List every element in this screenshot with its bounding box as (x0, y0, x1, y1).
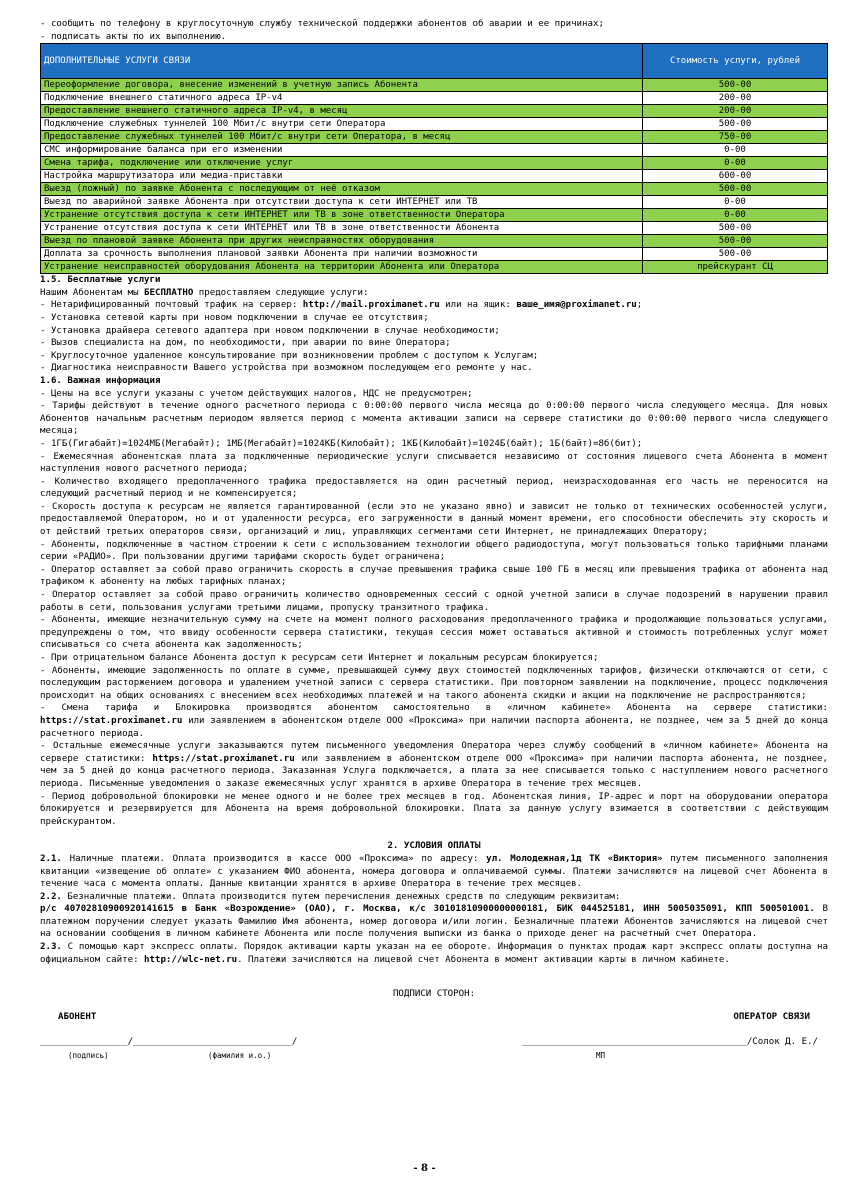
stat-link[interactable]: https://stat.proximanet.ru (40, 715, 183, 726)
info-item: - Абоненты, имеющие незначительную сумму на счете на момент полного расходования предоплаченного трафика и продолжающие пользоваться услугами, предупреждены о том, что ввиду особенности сервера статистики, текущая сессия может оставаться активной и стоимость потребленных услуг может списываться со счета абонента как задолженность; (40, 615, 828, 651)
intro-line: - подписать акты по их выполнению. (40, 31, 227, 42)
info-item: - Абоненты, подключенные в частном строении к сети с использованием технологии общего радиодоступа, могут пользоваться только тарифными планами серии «РАДИО». При пользовании другими тарифами скорость будет ограничена; (40, 539, 828, 563)
stamp-caption: МП (596, 1050, 606, 1060)
document-page (40, 18, 828, 1064)
info-item: - При отрицательном балансе Абонента доступ к ресурсам сети Интернет и локальным ресурсам блокируется; (40, 653, 599, 663)
service-name-cell: Выезд (ложный) по заявке Абонента с последующим от неё отказом (41, 183, 643, 196)
section-2-title: 2. УСЛОВИЯ ОПЛАТЫ (387, 841, 481, 852)
name-caption: (фамилия и.о.) (208, 1050, 272, 1060)
signature-labels (40, 1011, 828, 1025)
service-name-cell: Устранение отсутствия доступа к сети ИНТЕРНЕТ или ТВ в зоне ответственности Абонента (41, 222, 643, 235)
info-item: - Цены на все услуги указаны с учетом действующих налогов, НДС не предусмотрен; (40, 388, 473, 399)
service-price-cell: 500-00 (643, 183, 828, 196)
service-price-cell: 0-00 (643, 157, 828, 170)
table-row (41, 131, 828, 144)
info-item: - Ежемесячная абонентская плата за подключенные периодические услуги списывается независимо от состояния лицевого счета Абонента в момент наступления нового расчетного периода; (40, 451, 828, 475)
service-name-cell: Смена тарифа, подключение или отключение услуг (41, 157, 643, 170)
free-list-item: - Установка сетевой карты при новом подключении в случае ее отсутствия; (40, 312, 429, 323)
service-name-cell: Настройка маршрутизатора или медиа-приставки (41, 170, 643, 183)
payment-requisites: р/с 40702810900920141615 в Банк «Возрождение» (ОАО), г. Москва, к/с 30101810900000000181, БИК 044525181, ИНН 5005035091, КПП 500501001. В платежном поручении следует указать Фамилию Имя абонента, номер договора и/или логин. Безналичные платежи Абонентов зачисляются на лицевой счет на основании сообщения в личном кабинете Абонента или после получения выписки из банка о приходе денег на расчетный счет Оператора. (40, 904, 828, 940)
section-1-6-title: 1.6. Важная информация (40, 375, 161, 386)
free-list-item: - Вызов специалиста на дом, по необходимости, при аварии по вине Оператора; (40, 338, 451, 349)
info-item: - Тарифы действуют в течение одного расчетного периода с 0:00:00 первого числа месяца до 0:00:00 первого числа следующего месяца. Для новых Абонентов начальным расчетным периодом является период с момента активации записи на сервере статистики до 0:00:00 первого числа следующего месяца; (40, 401, 828, 437)
intro-line: - сообщить по телефону в круглосуточную службу технической поддержки абонентов об аварии и ее причинах; (40, 19, 604, 29)
signatures-title: ПОДПИСИ СТОРОН: (392, 989, 476, 1000)
info-item: - Оператор оставляет за собой право ограничить скорость в случае превышения трафика свыше 100 ГБ в месяц или превышения трафика от абонента над трафиком к абоненту на любых тарифных планах; (40, 564, 828, 588)
table-row (41, 105, 828, 118)
service-name-cell: Устранение отсутствия доступа к сети ИНТЕРНЕТ или ТВ в зоне ответственности Оператора (41, 209, 643, 222)
table-row (41, 92, 828, 105)
table-row (41, 170, 828, 183)
table-row (41, 79, 828, 92)
payment-bank: 2.2. Безналичные платежи. Оплата производится путем перечисления денежных средств по следующим реквизитам: (40, 891, 621, 902)
subscriber-signature-line[interactable]: ________________/_____________________________/ (40, 1036, 298, 1047)
service-price-cell: 200-00 (643, 105, 828, 118)
info-item: - Оператор оставляет за собой право ограничить количество одновременных сессий с одной учетной записи в случае подозрений в нарушении правил работы в сети, пользования услугами третьими лицами, пропуску транзитного трафика. (40, 590, 828, 613)
signature-lines (40, 1036, 828, 1050)
table-row (41, 248, 828, 261)
page-number: - 8 - (413, 1163, 436, 1174)
free-list-item: - Круглосуточное удаленное консультирование при возникновении проблем с доступом к Услугам; (40, 350, 539, 361)
service-name-cell: Подключение служебных туннелей 100 Мбит/с внутри сети Оператора (41, 118, 643, 131)
free-lead: Нашим Абонентам мы БЕСПЛАТНО предоставляем следующие услуги: (40, 287, 369, 298)
service-price-cell: 500-00 (643, 118, 828, 131)
payment-cards: 2.3. С помощью карт экспресс оплаты. Порядок активации карты указан на ее обороте. Информация о пунктах продаж карт экспресс оплаты доступна на официальном сайте: http://wlc-net.ru. Платежи зачисляются на лицевой счет Абонента в момент активации карты в личном кабинете. (40, 942, 828, 965)
info-item: - Количество входящего предоплаченного трафика предоставляется на один расчетный период, неизрасходованная его часть не переносится на следующий расчетный период и не компенсируется; (40, 476, 828, 500)
service-price-cell: прейскурант СЦ (643, 261, 828, 274)
stat-link[interactable]: https://stat.proximanet.ru (152, 753, 295, 764)
header-service: ДОПОЛНИТЕЛЬНЫЕ УСЛУГИ СВЯЗИ (41, 44, 643, 79)
info-item-tariff: - Смена тарифа и Блокировка производятся абонентом самостоятельно в «личном кабинете» Абонента на сервере статистики: https://stat.proximanet.ru или заявлением в абонентском отделе ООО «Проксима» при наличии паспорта абонента, не позднее, чем за 5 дней до конца расчетного периода. (40, 703, 828, 739)
service-price-cell: 500-00 (643, 79, 828, 92)
table-row (41, 144, 828, 157)
service-price-cell: 0-00 (643, 144, 828, 157)
operator-label: ОПЕРАТОР СВЯЗИ (733, 1011, 810, 1022)
service-name-cell: СМС информирование баланса при его изменении (41, 144, 643, 157)
free-list-item: - Установка драйвера сетевого адаптера при новом подключении в случае необходимости; (40, 325, 500, 336)
table-row (41, 222, 828, 235)
info-item: - 1ГБ(Гигабайт)=1024МБ(Мегабайт); 1МБ(Мегабайт)=1024КБ(Килобайт); 1КБ(Килобайт)=1024Б(байт); 1Б(байт)=8б(бит); (40, 438, 643, 449)
wlc-link[interactable]: http://wlc-net.ru (144, 954, 238, 965)
service-name-cell: Выезд по плановой заявке Абонента при других неисправностях оборудования (41, 235, 643, 248)
info-item: - Период добровольной блокировки не менее одного и не более трех месяцев в год. Абонентская линия, IP-адрес и порт на оборудовании оператора блокируется и резервируется для Абонента на время добровольной блокировки. Плата за данную услугу взимается в соответствии с действующим прейскурантом. (40, 791, 828, 827)
service-price-cell: 750-00 (643, 131, 828, 144)
payment-cash: 2.1. Наличные платежи. Оплата производится в кассе ООО «Проксима» по адресу: ул. Молодежная,1д ТК «Виктория» путем письменного заполнения квитанции «извещение об оплате» с указанием ФИО абонента, номера договора и оплачиваемой суммы. Платежи зачисляются на лицевой счет Абонента в течение часа с момента оплаты. Данные квитанции хранятся в архиве Оператора в течение трех месяцев. (40, 853, 828, 890)
service-price-cell: 500-00 (643, 248, 828, 261)
table-row (41, 235, 828, 248)
table-row (41, 261, 828, 274)
table-header-row (41, 44, 828, 79)
services-table (40, 43, 828, 274)
service-name-cell: Предоставление внешнего статичного адреса IP-v4, в месяц (41, 105, 643, 118)
info-item: - Абоненты, имеющие задолженность по оплате в сумме, превышающей сумму двух стоимостей подключенных тарифов, физически отключаются от сети, с последующим расторжением договора и удалением учетной записи с сервера статистики. При повторном заявлении на подключение, процесс подключения происходит на общих основаниях с внесением всех необходимых платежей и на такого абонента скидки и акции на подключение не распространяются; (40, 665, 828, 701)
table-row (41, 118, 828, 131)
subscriber-label: АБОНЕНТ (58, 1011, 97, 1022)
table-row (41, 183, 828, 196)
signature-caption: (подпись) (68, 1050, 109, 1060)
service-name-cell: Выезд по аварийной заявке Абонента при отсутствии доступа к сети ИНТЕРНЕТ или ТВ (41, 196, 643, 209)
table-row (41, 196, 828, 209)
signature-captions (40, 1050, 828, 1064)
mail-server-link[interactable]: http://mail.proximanet.ru (302, 300, 440, 311)
table-row (41, 209, 828, 222)
service-price-cell: 0-00 (643, 196, 828, 209)
table-row (41, 157, 828, 170)
free-mail-item: - Нетарифицированный почтовый трафик на сервер: http://mail.proximanet.ru или на ящик: ваше_имя@proximanet.ru; (40, 300, 643, 311)
service-name-cell: Доплата за срочность выполнения плановой заявки Абонента при наличии возможности (41, 248, 643, 261)
service-price-cell: 200-00 (643, 92, 828, 105)
mail-box-link[interactable]: ваше_имя@proximanet.ru (516, 300, 637, 311)
service-price-cell: 500-00 (643, 222, 828, 235)
service-name-cell: Переоформление договора, внесение изменений в учетную запись Абонента (41, 79, 643, 92)
service-price-cell: 0-00 (643, 209, 828, 222)
service-price-cell: 600-00 (643, 170, 828, 183)
service-name-cell: Предоставление служебных туннелей 100 Мбит/с внутри сети Оператора, в месяц (41, 131, 643, 144)
service-name-cell: Устранение неисправностей оборудования Абонента на территории Абонента или Оператора (41, 261, 643, 274)
section-1-5-title: 1.5. Бесплатные услуги (40, 275, 161, 286)
info-item: - Скорость доступа к ресурсам не является гарантированной (если это не указано явно) и зависит не только от технических особенностей услуги, предоставляемой Оператором, но и от удаленности ресурса, его загруженности в данный момент времени, его способности обеспечить эту скорость и от действий третьих операторов связи, организаций и лиц, управляющих сегментами сети Интернет, не принадлежащих Оператору; (40, 501, 828, 538)
operator-signature-line: _________________________________________/Солок Д. Е./ (522, 1036, 818, 1047)
header-price: Стоимость услуги, рублей (643, 44, 828, 79)
service-name-cell: Подключение внешнего статичного адреса IP-v4 (41, 92, 643, 105)
service-price-cell: 500-00 (643, 235, 828, 248)
free-list-item: - Диагностика неисправности Вашего устройства при возможном последующем его ремонте у нас. (40, 363, 533, 374)
info-item-monthly: - Остальные ежемесячные услуги заказываются путем письменного уведомления Оператора через службу сообщений в «личном кабинете» Абонента на сервере статистики: https://stat.proximanet.ru или заявлением в абонентском отделе ООО «Проксима» при наличии паспорта абонента, не позднее, чем за 5 дней до конца расчетного периода. Заказанная Услуга подключается, а плата за нее списывается только с наступлением нового расчетного периода. Письменные уведомления о заказе ежемесячных услуг хранятся в архиве Оператора в течение трех месяцев. (40, 741, 829, 789)
